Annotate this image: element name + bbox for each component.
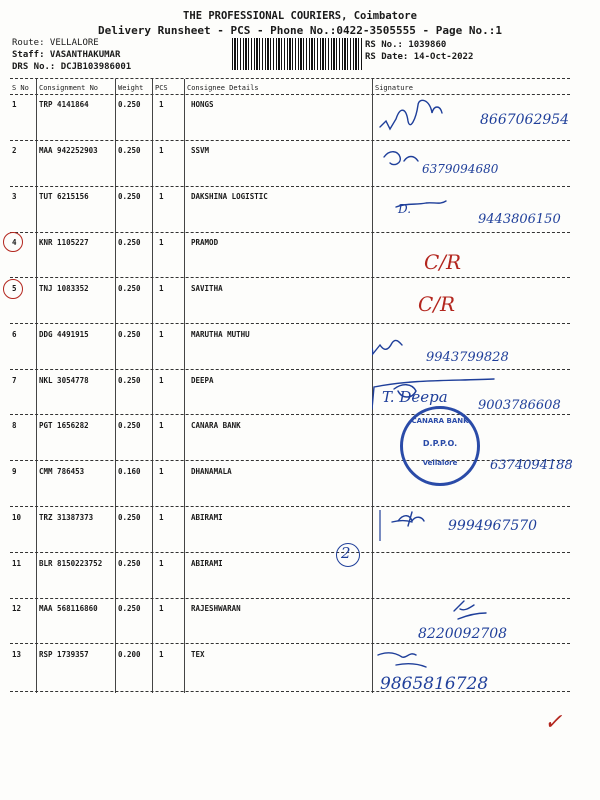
row-weight: 0.250 [118, 100, 141, 109]
row-consignee: DAKSHINA LOGISTIC [191, 192, 268, 201]
row-consignee: SAVITHA [191, 284, 223, 293]
runsheet-subtitle: Delivery Runsheet - PCS - Phone No.:0422-3505555 - Page No.:1 [98, 24, 502, 37]
company-title: THE PROFESSIONAL COURIERS, Coimbatore [183, 10, 417, 22]
row-weight: 0.250 [118, 513, 141, 522]
row-consignment: MAA 942252903 [39, 146, 98, 155]
row-consignment: BLR 8150223752 [39, 559, 103, 568]
col-signature: Signature [375, 84, 413, 92]
row-pcs: 1 [159, 650, 164, 659]
header-top-divider [10, 78, 570, 79]
row-pcs: 1 [159, 559, 164, 568]
col-divider [152, 79, 153, 693]
col-sno: S No [12, 84, 29, 92]
row-pcs: 1 [159, 421, 164, 430]
col-divider [184, 79, 185, 693]
row-pcs: 1 [159, 467, 164, 476]
row-sno: 2 [12, 146, 17, 155]
handwritten-phone: 9443806150 [478, 212, 561, 227]
handwritten-phone: 9943799828 [426, 350, 509, 365]
row-pcs: 1 [159, 376, 164, 385]
row-pcs: 1 [159, 330, 164, 339]
stamp-line: Vellalore [422, 459, 458, 467]
row-weight: 0.250 [118, 376, 141, 385]
row-consignment: TNJ 1083352 [39, 284, 89, 293]
row-pcs: 1 [159, 604, 164, 613]
row-consignment: MAA 568116860 [39, 604, 98, 613]
row-sno: 9 [12, 467, 17, 476]
row-weight: 0.250 [118, 146, 141, 155]
rs-no-label: RS No.: 1039860 [365, 40, 447, 50]
row-weight: 0.200 [118, 650, 141, 659]
row-consignee: DEEPA [191, 376, 214, 385]
row-pcs: 1 [159, 100, 164, 109]
handwritten-circle-number: 2 [341, 544, 351, 562]
row-5-circle-mark [3, 279, 23, 299]
drs-label: DRS No.: DCJB103986001 [12, 62, 132, 72]
row-sno: 13 [12, 650, 22, 659]
row-consignee: SSVM [191, 146, 210, 155]
stamp-line: D.P.P.O. [422, 439, 458, 448]
row-weight: 0.250 [118, 604, 141, 613]
row-consignee: DHANAMALA [191, 467, 232, 476]
row-consignee: MARUTHA MUTHU [191, 330, 250, 339]
row-consignee: HONGS [191, 100, 214, 109]
row-consignment: KNR 1105227 [39, 238, 89, 247]
col-weight: Weight [118, 84, 144, 92]
barcode [232, 38, 362, 70]
row-consignment: PGT 1656282 [39, 421, 89, 430]
row-consignment: RSP 1739357 [39, 650, 89, 659]
handwritten-phone: 6379094680 [422, 162, 499, 176]
row-sno: 5 [12, 284, 17, 293]
row-sno: 3 [12, 192, 17, 201]
row-sno: 11 [12, 559, 22, 568]
row-consignee: TEX [191, 650, 205, 659]
row-pcs: 1 [159, 284, 164, 293]
row-pcs: 1 [159, 513, 164, 522]
col-consignee-details: Consignee Details [187, 84, 259, 92]
route-label: Route: VELLALORE [12, 38, 99, 48]
row-sno: 10 [12, 513, 22, 522]
row-weight: 0.250 [118, 330, 141, 339]
handwritten-cr-mark: C/R [424, 250, 462, 274]
row-pcs: 1 [159, 146, 164, 155]
handwritten-phone: 8220092708 [418, 626, 508, 642]
handwritten-phone: 8667062954 [480, 112, 570, 128]
tick-mark: ✓ [544, 710, 563, 735]
row-consignment: NKL 3054778 [39, 376, 89, 385]
col-divider [115, 79, 116, 693]
row-weight: 0.250 [118, 284, 141, 293]
bank-stamp [400, 406, 480, 486]
handwritten-name: D. [398, 202, 412, 216]
row-4-circle-mark [3, 232, 23, 252]
row-weight: 0.250 [118, 559, 141, 568]
row-consignment: TRP 4141864 [39, 100, 89, 109]
row-weight: 0.160 [118, 467, 141, 476]
row-consignee: ABIRAMI [191, 513, 223, 522]
row-consignee: RAJESHWARAN [191, 604, 241, 613]
handwritten-name: T. Deepa [382, 388, 448, 406]
handwritten-phone: 9865816728 [380, 674, 489, 694]
row-consignment: TRZ 31387373 [39, 513, 94, 522]
row-sno: 1 [12, 100, 17, 109]
row-sno: 12 [12, 604, 22, 613]
row-weight: 0.250 [118, 421, 141, 430]
handwritten-phone: 6374094188 [490, 458, 573, 473]
staff-label: Staff: VASANTHAKUMAR [12, 50, 121, 60]
row-pcs: 1 [159, 192, 164, 201]
handwritten-cr-mark: C/R [418, 292, 456, 316]
row-sno: 4 [12, 238, 17, 247]
col-consignment: Consignment No [39, 84, 99, 92]
stamp-line: CANARA BANK [411, 417, 469, 425]
row-consignment: DDG 4491915 [39, 330, 89, 339]
row-consignee: CANARA BANK [191, 421, 241, 430]
row-consignment: CMM 786453 [39, 467, 85, 476]
row-weight: 0.250 [118, 192, 141, 201]
row-consignment: TUT 6215156 [39, 192, 89, 201]
col-pcs: PCS [155, 84, 168, 92]
row-consignee: ABIRAMI [191, 559, 223, 568]
row-consignee: PRAMOD [191, 238, 219, 247]
handwritten-phone: 9994967570 [448, 518, 538, 534]
rs-date-label: RS Date: 14-Oct-2022 [365, 52, 474, 62]
row-pcs: 1 [159, 238, 164, 247]
handwritten-phone: 9003786608 [478, 398, 561, 413]
col-divider [36, 79, 37, 693]
row-sno: 7 [12, 376, 17, 385]
row-sno: 6 [12, 330, 17, 339]
row-sno: 8 [12, 421, 17, 430]
row-weight: 0.250 [118, 238, 141, 247]
